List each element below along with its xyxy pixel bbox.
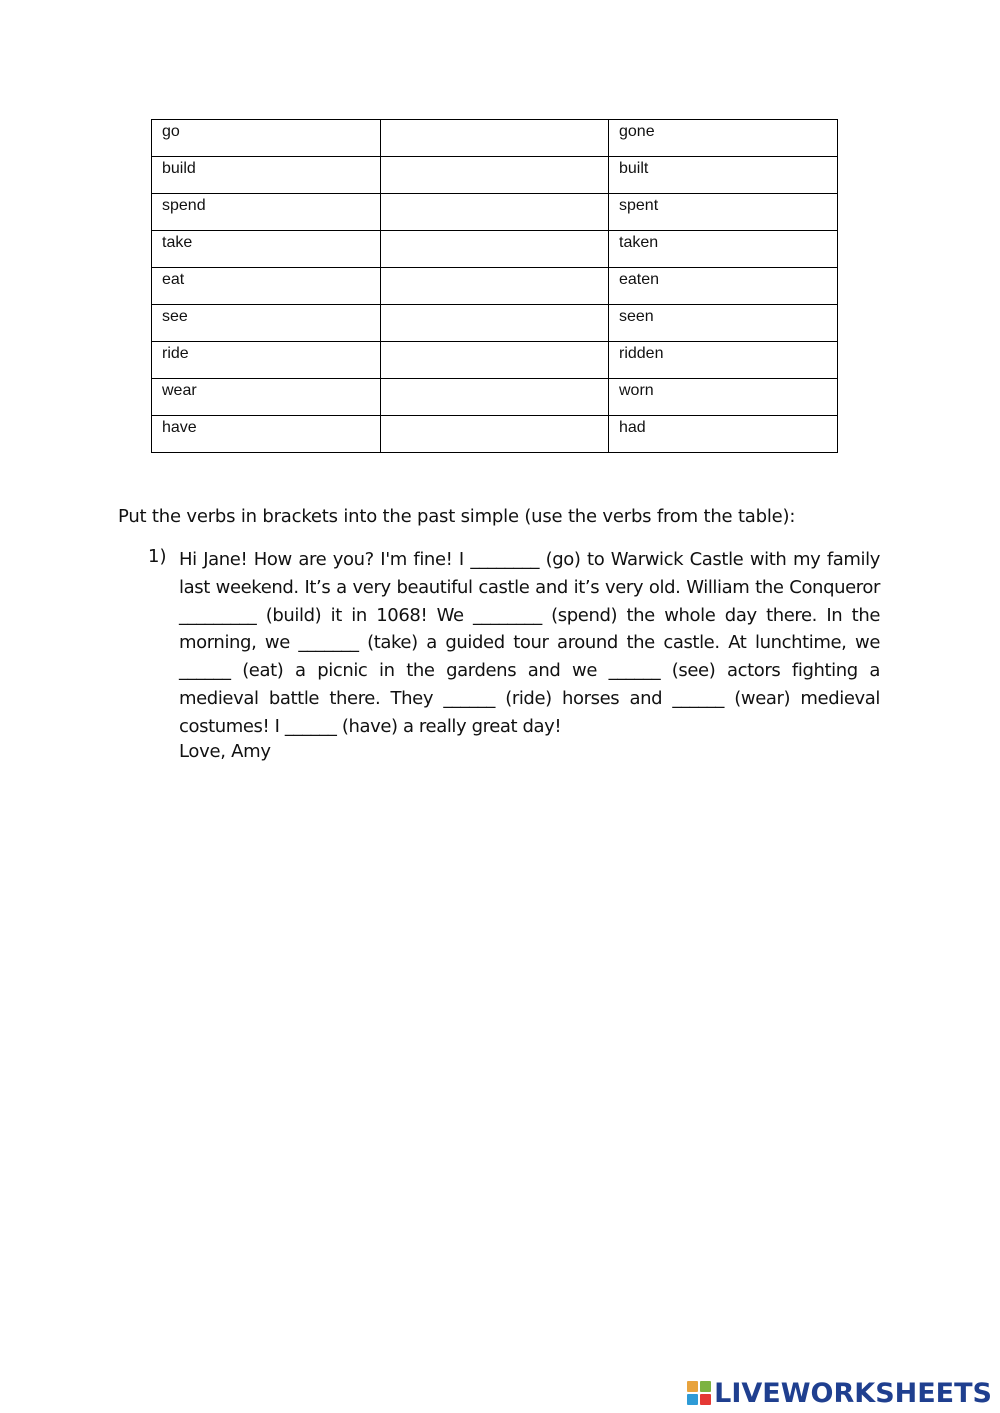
verb-table-body <box>152 120 838 453</box>
verb-past-blank-cell[interactable] <box>381 157 609 194</box>
verb-participle-cell: built <box>609 157 838 194</box>
verb-base-cell: ride <box>152 342 381 379</box>
verb-row <box>152 194 838 231</box>
logo-square-4 <box>700 1394 711 1405</box>
verb-base-cell: see <box>152 305 381 342</box>
exercise-signature: Love, Amy <box>179 741 271 762</box>
verb-past-blank-cell[interactable] <box>381 416 609 453</box>
verb-base-cell: take <box>152 231 381 268</box>
verb-row <box>152 231 838 268</box>
exercise-number: 1) <box>148 546 167 567</box>
instruction-text: Put the verbs in brackets into the past simple (use the verbs from the table): <box>118 506 796 527</box>
exercise-text: Hi Jane! How are you? I'm fine! I ________ (go) to Warwick Castle with my family last weekend. It’s a very beautiful castle and it’s very old. William the Conqueror _________ (build) it in 1068! We ________ (spend) the whole day there. In the morning, we _______ (take) a guided tour around the castle. At lunchtime, we ______ (eat) a picnic in the gardens and we ______ (see) actors fighting a medieval battle there. They ______ (ride) horses and ______ (wear) medieval costumes! I ______ (have) a really great day! <box>179 549 880 737</box>
verb-table <box>151 119 838 453</box>
verb-row <box>152 416 838 453</box>
verb-base-cell: build <box>152 157 381 194</box>
verb-row <box>152 305 838 342</box>
logo-square-3 <box>687 1394 698 1405</box>
verb-base-cell: wear <box>152 379 381 416</box>
verb-participle-cell: had <box>609 416 838 453</box>
verb-past-blank-cell[interactable] <box>381 194 609 231</box>
verb-base-cell: spend <box>152 194 381 231</box>
verb-past-blank-cell[interactable] <box>381 120 609 157</box>
brand-name: LIVEWORKSHEETS <box>714 1377 992 1409</box>
verb-row <box>152 120 838 157</box>
verb-participle-cell: seen <box>609 305 838 342</box>
verb-row <box>152 268 838 305</box>
verb-past-blank-cell[interactable] <box>381 342 609 379</box>
verb-row <box>152 157 838 194</box>
logo-square-2 <box>700 1381 711 1392</box>
verb-participle-cell: ridden <box>609 342 838 379</box>
verb-past-blank-cell[interactable] <box>381 231 609 268</box>
verb-participle-cell: spent <box>609 194 838 231</box>
liveworksheets-logo-icon <box>687 1381 711 1405</box>
verb-participle-cell: worn <box>609 379 838 416</box>
verb-participle-cell: gone <box>609 120 838 157</box>
verb-past-blank-cell[interactable] <box>381 379 609 416</box>
verb-past-blank-cell[interactable] <box>381 268 609 305</box>
logo-square-1 <box>687 1381 698 1392</box>
verb-base-cell: have <box>152 416 381 453</box>
verb-participle-cell: taken <box>609 231 838 268</box>
verb-base-cell: eat <box>152 268 381 305</box>
verb-base-cell: go <box>152 120 381 157</box>
verb-participle-cell: eaten <box>609 268 838 305</box>
liveworksheets-brand <box>687 1379 992 1407</box>
verb-row <box>152 342 838 379</box>
verb-past-blank-cell[interactable] <box>381 305 609 342</box>
verb-row <box>152 379 838 416</box>
